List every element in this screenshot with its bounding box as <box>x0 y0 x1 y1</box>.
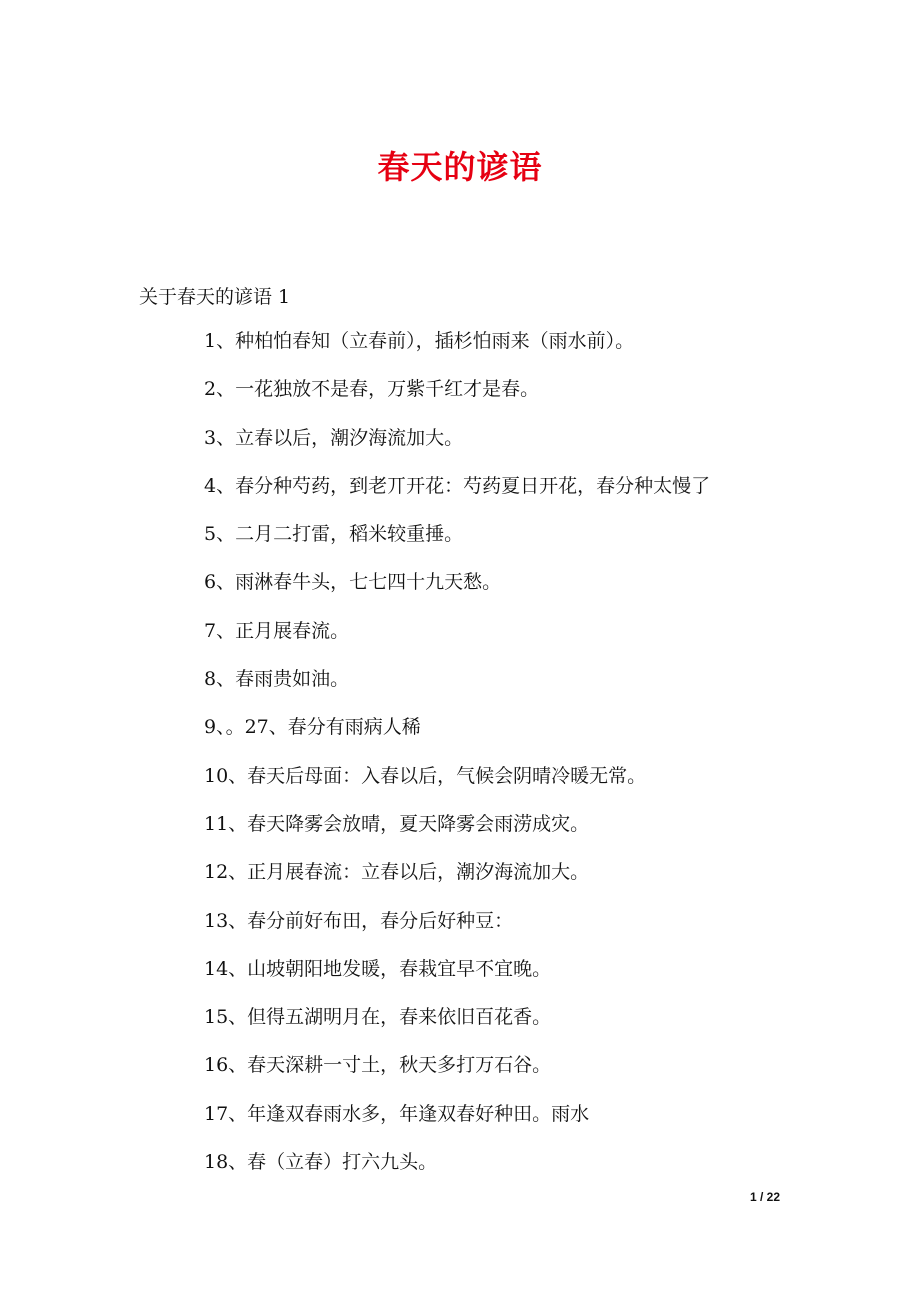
section-heading: 关于春天的谚语 1 <box>139 286 291 308</box>
list-item: 9、。27、春分有雨病人稀 <box>204 716 421 739</box>
page-number: 1 / 22 <box>749 1190 780 1204</box>
list-item: 11、春天降雾会放晴，夏天降雾会雨涝成灾。 <box>204 812 590 835</box>
list-item: 7、正月展春流。 <box>204 619 350 642</box>
list-item: 16、春天深耕一寸土，秋天多打万石谷。 <box>204 1054 552 1077</box>
list-item: 18、春（立春）打六九头。 <box>204 1151 438 1174</box>
list-item: 8、春雨贵如油。 <box>204 668 350 691</box>
list-item: 2、一花独放不是春，万紫千红才是春。 <box>204 378 540 401</box>
list-item: 13、春分前好布田，春分后好种豆： <box>204 909 514 932</box>
list-item: 4、春分种芍药，到老丌开花：芍药夏日开花，春分种太慢了 <box>204 474 711 497</box>
list-item: 14、山坡朝阳地发暖，春栽宜早不宜晚。 <box>204 957 552 980</box>
list-item: 15、但得五湖明月在，春来依旧百花香。 <box>204 1006 552 1029</box>
list-item: 12、正月展春流：立春以后，潮汐海流加大。 <box>204 861 590 884</box>
list-item: 6、雨淋春牛头，七七四十九天愁。 <box>204 571 502 594</box>
list-item: 1、种柏怕春知（立春前），插杉怕雨来（雨水前）。 <box>204 330 635 352</box>
list-item: 10、春天后母面：入春以后，气候会阴晴冷暖无常。 <box>204 764 647 787</box>
list-item: 5、二月二打雷，稻米较重捶。 <box>204 523 464 546</box>
list-item: 17、年逢双春雨水多，年逢双春好种田。雨水 <box>204 1102 590 1125</box>
proverb-list <box>204 326 824 1195</box>
list-item: 3、立春以后，潮汐海流加大。 <box>204 426 464 449</box>
document-title: 春天的谚语 <box>377 148 543 186</box>
